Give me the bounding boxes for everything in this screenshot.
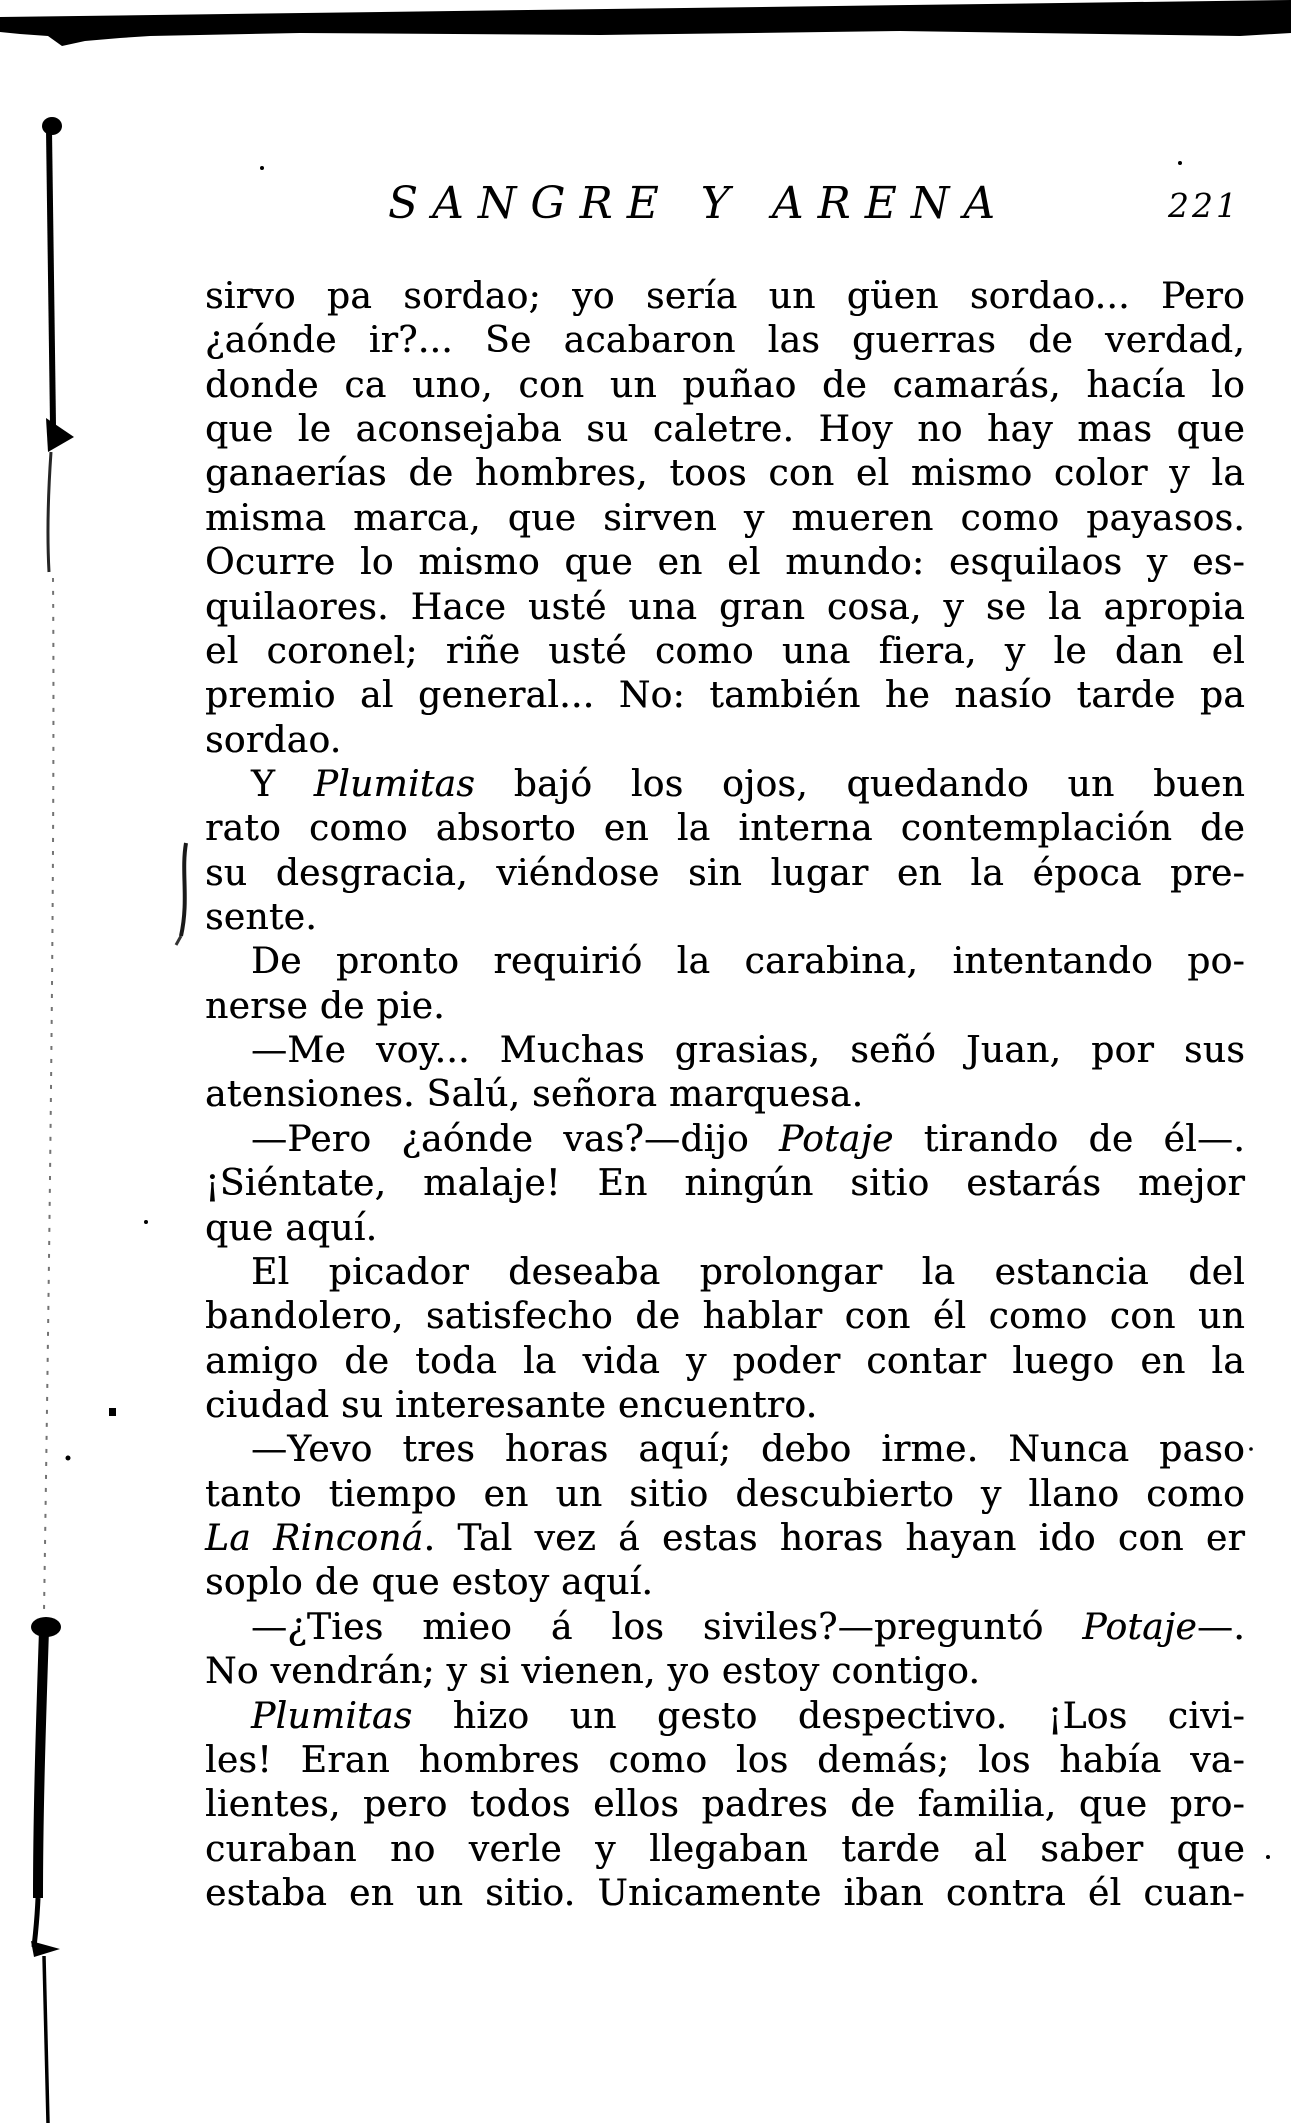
text-line <box>205 807 1245 851</box>
text-segment: premio al general... No: también he nasío tarde pa <box>205 675 1245 717</box>
text-line <box>205 985 1245 1029</box>
text-segment: misma marca, que sirven y mueren como payasos. <box>205 497 1245 539</box>
italic-text: Plumitas <box>251 1695 413 1737</box>
text-segment: ¿aónde ir?... Se acabaron las guerras de verdad, <box>205 320 1245 362</box>
text-segment: ¡Siéntate, malaje! En ningún sitio estarás mejor <box>205 1163 1245 1205</box>
text-segment: —Yevo tres horas aquí; debo irme. Nunca paso <box>251 1429 1245 1471</box>
margin-ink-mark-middle <box>176 843 186 945</box>
text-segment: tirando de él—. <box>893 1118 1245 1160</box>
text-line <box>205 763 1245 807</box>
text-segment: —. <box>1196 1606 1245 1648</box>
text-line <box>205 719 1245 763</box>
text-segment: quilaores. Hace usté una gran cosa, y se la apropia <box>205 586 1245 628</box>
margin-fold-line <box>44 578 53 1612</box>
text-line <box>205 497 1245 541</box>
page-title: SANGRE Y ARENA <box>388 178 1010 229</box>
text-line <box>205 1073 1245 1117</box>
text-line <box>205 1162 1245 1206</box>
page-number: 221 <box>1168 186 1240 225</box>
text-line <box>205 275 1245 319</box>
text-line <box>205 852 1245 896</box>
text-line <box>205 896 1245 940</box>
text-segment: donde ca uno, con un puñao de camarás, hacía lo <box>205 364 1245 406</box>
text-line <box>205 1029 1245 1073</box>
text-line <box>205 1340 1245 1384</box>
text-line <box>205 630 1245 674</box>
margin-ink-mark-bottom <box>31 1617 61 2123</box>
body-text <box>205 275 1245 1916</box>
italic-text: Potaje <box>779 1118 894 1160</box>
text-line <box>205 1695 1245 1739</box>
text-segment: No vendrán; y si vienen, yo estoy contigo. <box>205 1651 981 1693</box>
text-segment: —Me voy... Muchas grasias, señó Juan, por sus <box>251 1030 1245 1072</box>
text-line <box>205 1872 1245 1916</box>
text-segment: curaban no verle y llegaban tarde al saber que <box>205 1828 1245 1870</box>
text-segment: El picador deseaba prolongar la estancia del <box>251 1251 1245 1293</box>
italic-text: La Rinconá <box>205 1518 424 1560</box>
text-line <box>205 1517 1245 1561</box>
text-segment: —Pero ¿aónde vas?—dijo <box>251 1118 780 1160</box>
text-line <box>205 1118 1245 1162</box>
text-segment: tanto tiempo en un sitio descubierto y llano como <box>205 1473 1245 1515</box>
text-line <box>205 541 1245 585</box>
italic-text: Plumitas <box>313 763 476 805</box>
text-segment: —¿Ties mieo á los siviles?—preguntó <box>251 1606 1083 1648</box>
text-segment: que le aconsejaba su caletre. Hoy no hay mas que <box>205 409 1245 451</box>
text-segment: lientes, pero todos ellos padres de familia, que pro- <box>205 1784 1245 1826</box>
text-segment: atensiones. Salú, señora marquesa. <box>205 1074 864 1116</box>
text-segment: ganaerías de hombres, toos con el mismo color y la <box>205 453 1245 495</box>
text-segment: amigo de toda la vida y poder contar luego en la <box>205 1340 1245 1382</box>
text-segment: . Tal vez á estas horas hayan ido con er <box>423 1518 1245 1560</box>
scan-edge-shadow <box>0 0 1291 46</box>
text-segment: Ocurre lo mismo que en el mundo: esquilaos y es- <box>205 542 1245 584</box>
text-segment: hizo un gesto despectivo. ¡Los civi- <box>412 1695 1245 1737</box>
text-line <box>205 1783 1245 1827</box>
text-line <box>205 1650 1245 1694</box>
text-line <box>205 1295 1245 1339</box>
text-line <box>205 1739 1245 1783</box>
text-line <box>205 674 1245 718</box>
text-line <box>205 1251 1245 1295</box>
text-segment: que aquí. <box>205 1207 378 1249</box>
text-line <box>205 1384 1245 1428</box>
text-segment: Y <box>251 763 314 805</box>
text-segment: nerse de pie. <box>205 985 445 1027</box>
text-segment: soplo de que estoy aquí. <box>205 1562 654 1604</box>
text-segment: bandolero, satisfecho de hablar con él como con un <box>205 1296 1245 1338</box>
text-line <box>205 1428 1245 1472</box>
text-segment: ciudad su interesante encuentro. <box>205 1384 818 1426</box>
text-segment: su desgracia, viéndose sin lugar en la época pre- <box>205 852 1245 894</box>
text-segment: De pronto requirió la carabina, intentando po- <box>251 941 1245 983</box>
text-line <box>205 408 1245 452</box>
text-line <box>205 452 1245 496</box>
text-line <box>205 364 1245 408</box>
text-line <box>205 1473 1245 1517</box>
text-segment: rato como absorto en la interna contemplación de <box>205 808 1245 850</box>
text-line <box>205 1561 1245 1605</box>
text-line <box>205 586 1245 630</box>
text-line <box>205 940 1245 984</box>
text-line <box>205 1828 1245 1872</box>
text-line <box>205 1207 1245 1251</box>
text-segment: sirvo pa sordao; yo sería un güen sordao... Pero <box>205 276 1245 317</box>
text-segment: sente. <box>205 897 317 939</box>
text-segment: estaba en un sitio. Unicamente iban contra él cuan- <box>205 1872 1245 1914</box>
text-segment: el coronel; riñe usté como una fiera, y le dan el <box>205 630 1245 672</box>
text-segment: sordao. <box>205 719 342 761</box>
text-line <box>205 319 1245 363</box>
running-header <box>0 178 1291 228</box>
italic-text: Potaje <box>1082 1606 1197 1648</box>
text-segment: les! Eran hombres como los demás; los había va- <box>205 1739 1245 1781</box>
text-line <box>205 1606 1245 1650</box>
text-segment: bajó los ojos, quedando un buen <box>475 763 1246 805</box>
